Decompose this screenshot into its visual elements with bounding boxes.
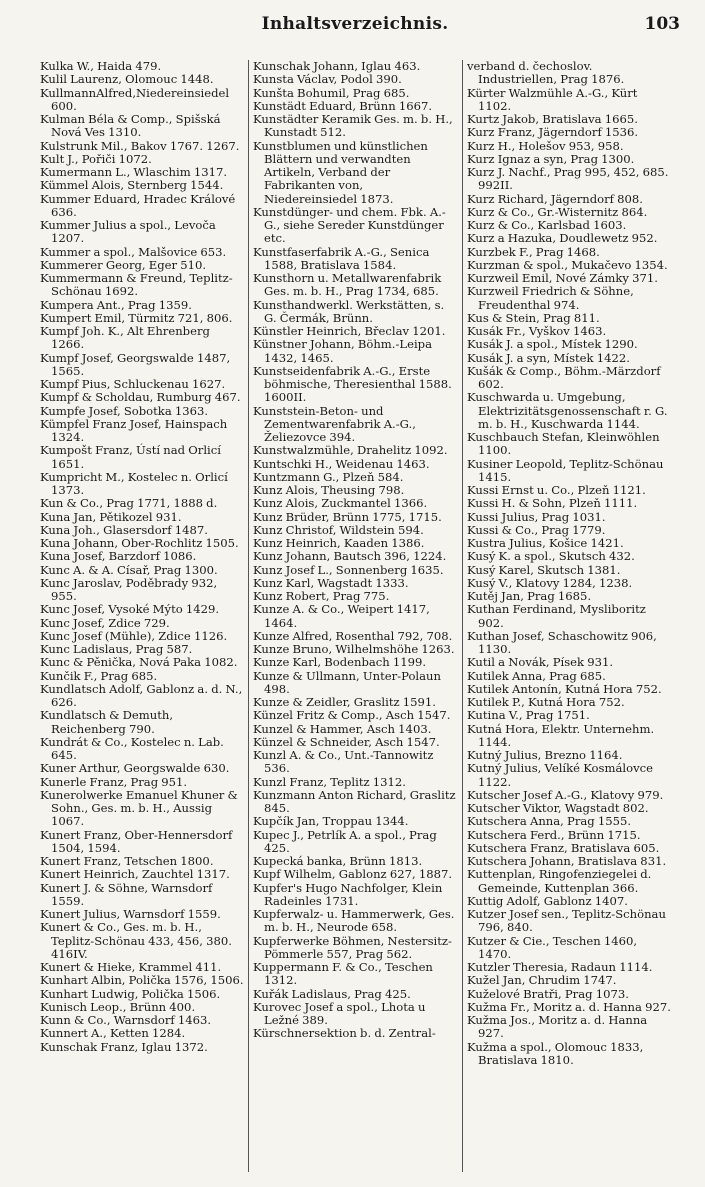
index-entry: Kunsthandwerkl. Werkstätten, s. G. Čermák, Brünn. (253, 297, 445, 325)
index-entry: Kurz Richard, Jägerndorf 808. (467, 191, 643, 206)
index-entry: Kupfer's Hugo Nachfolger, Klein Radeinles 1731. (253, 880, 443, 908)
index-entry: Kupec J., Petrlík A. a spol., Prag 425. (253, 827, 437, 855)
index-entry: Künstler Heinrich, Břeclav 1201. (253, 324, 446, 338)
index-entry: Kutschera Ferd., Brünn 1715. (467, 827, 641, 842)
index-entry: Kus & Stein, Prag 811. (467, 310, 600, 325)
index-entry: Kusiner Leopold, Teplitz-Schönau 1415. (467, 456, 664, 484)
index-entry: Kunze Karl, Bodenbach 1199. (253, 655, 427, 670)
index-entry: Kussi H. & Sohn, Plzeň 1111. (467, 496, 638, 511)
index-entry: Kusý V., Klatovy 1284, 1238. (467, 575, 633, 590)
index-entry: Kurzbek F., Prag 1468. (467, 244, 600, 259)
index-entry: Kunzl Franz, Teplitz 1312. (253, 774, 406, 789)
index-entry: Kumermann L., Wlaschim 1317. (40, 165, 228, 179)
index-entry: Kürter Walzmühle A.-G., Kürt 1102. (467, 85, 638, 113)
index-entry: Kurz H., Holešov 953, 958. (467, 138, 624, 153)
index-entry: Kutscher Josef A.-G., Klatovy 979. (467, 787, 664, 802)
index-entry: Kunisch Leop., Brünn 400. (40, 999, 196, 1014)
index-entry: Kunze & Zeidler, Graslitz 1591. (253, 695, 436, 709)
index-entry: Kutný Julius, Brezno 1164. (467, 748, 623, 762)
index-entry: Kummer Julius a spol., Levoča 1207. (40, 218, 216, 246)
index-entry: Kummer a spol., Malšovice 653. (40, 244, 227, 259)
page-header (30, 14, 680, 44)
index-entry: Kupferwerke Böhmen, Nestersitz-Pömmerle 557, Prag 562. (253, 933, 452, 961)
index-entry: Kutzler Theresia, Radaun 1114. (467, 960, 653, 974)
index-entry: Kumpricht M., Kostelec n. Orlicí 1373. (40, 469, 228, 497)
index-entry: Kusý K. a spol., Skutsch 432. (467, 549, 635, 564)
index-entry: Kutilek Anna, Prag 685. (467, 668, 606, 683)
index-entry: Kustra Julius, Košice 1421. (467, 536, 624, 550)
index-entry: Kunstädt Eduard, Brünn 1667. (253, 98, 433, 113)
index-entry: Kuna Josef, Barzdorf 1086. (40, 549, 197, 564)
index-entry: Kuppermann F. & Co., Teschen 1312. (253, 960, 433, 988)
index-entry: Kunsthorn u. Metallwarenfabrik Ges. m. b. H., Prag 1734, 685. (253, 271, 442, 299)
index-entry: Kužma Jos., Moritz a. d. Hanna 927. (467, 1013, 648, 1041)
index-entry: Kunzel & Hammer, Asch 1403. (253, 721, 432, 736)
index-entry: Kuntzmann G., Plzeň 584. (253, 469, 404, 484)
index-entry: Kumpera Ant., Prag 1359. (40, 297, 192, 312)
index-entry: Kunert Franz, Tetschen 1800. (40, 854, 214, 868)
index-entry: Kurz a Hazuka, Doudlewetz 952. (467, 231, 658, 246)
index-entry: Kutschera Johann, Bratislava 831. (467, 854, 667, 868)
index-entry: Kušák & Comp., Böhm.-Märzdorf 602. (467, 363, 661, 391)
index-entry: Kunz Christof, Wildstein 594. (253, 522, 424, 537)
index-entry: Kumpf & Scholdau, Rumburg 467. (40, 390, 241, 405)
index-entry: Kunnert A., Ketten 1284. (40, 1026, 186, 1041)
index-entry: Kunšta Bohumil, Prag 685. (253, 85, 410, 100)
index-entry: Kunc Josef, Zdice 729. (40, 615, 170, 630)
index-entry: Kunzl A. & Co., Unt.-Tannowitz 536. (253, 748, 434, 776)
index-column-3 (462, 60, 676, 1172)
index-entry: Kunert J. & Söhne, Warnsdorf 1559. (40, 880, 213, 908)
index-entry: Kuřák Ladislaus, Prag 425. (253, 986, 411, 1001)
index-entry: Kunz Johann, Bautsch 396, 1224. (253, 549, 447, 564)
index-entry: Kunschak Franz, Iglau 1372. (40, 1039, 208, 1054)
index-entry: Kunstädter Keramik Ges. m. b. H., Kunstadt 512. (253, 112, 453, 140)
index-entry: Kurzweil Friedrich & Söhne, Freudenthal 974. (467, 284, 634, 312)
index-entry: Kunz Brüder, Brünn 1775, 1715. (253, 509, 442, 524)
index-entry: Kurovec Josef a spol., Lhota u Ležné 389. (253, 999, 426, 1027)
index-entry: Kunze A. & Co., Weipert 1417, 1464. (253, 602, 430, 630)
index-entry: Kupf Wilhelm, Gablonz 627, 1887. (253, 867, 453, 882)
index-entry: Kunstwalzmühle, Drahelitz 1092. (253, 443, 448, 458)
index-entry: Kusák Fr., Vyškov 1463. (467, 324, 607, 338)
index-entry: Kun & Co., Prag 1771, 1888 d. (40, 496, 218, 511)
index-entry: Kutina V., Prag 1751. (467, 708, 590, 723)
index-entry: Kumpf Josef, Georgswalde 1487, 1565. (40, 350, 231, 378)
index-entry: Kutschera Franz, Bratislava 605. (467, 840, 660, 855)
index-entry: Kurz & Co., Gr.-Wisternitz 864. (467, 204, 648, 219)
index-entry: Kunze & Ullmann, Unter-Polaun 498. (253, 668, 441, 696)
index-entry: Kuna Johann, Ober-Rochlitz 1505. (40, 536, 239, 550)
index-entry: Kuthan Josef, Schaschowitz 906, 1130. (467, 628, 657, 656)
index-entry: Kupferwalz- u. Hammerwerk, Ges. m. b. H., Neurode 658. (253, 907, 455, 935)
index-entry: Künstner Johann, Böhm.-Leipa 1432, 1465. (253, 337, 432, 365)
index-entry: Kunc Josef (Mühle), Zdice 1126. (40, 628, 228, 643)
index-entry: Kunert Heinrich, Zauchtel 1317. (40, 867, 230, 882)
index-entry: Kunert & Hieke, Krammel 411. (40, 960, 222, 974)
index-entry: Kutilek Antonín, Kutná Hora 752. (467, 681, 662, 696)
index-entry: Kuttenplan, Ringofenziegelei d. Gemeinde, Kuttenplan 366. (467, 867, 652, 895)
index-entry: Kumpf Pius, Schluckenau 1627. (40, 377, 226, 391)
index-entry: Kutný Julius, Velíké Kosmálovce 1122. (467, 761, 653, 789)
index-entry: Kutschera Anna, Prag 1555. (467, 814, 632, 829)
index-entry: Kundrát & Co., Kostelec n. Lab. 645. (40, 734, 224, 762)
index-entry: Kunze Alfred, Rosenthal 792, 708. (253, 628, 453, 643)
index-entry: Kurzweil Emil, Nové Zámky 371. (467, 271, 658, 285)
index-entry: Kurz J. Nachf., Prag 995, 452, 685. 992II. (467, 165, 669, 193)
index-entry: Kunčik F., Prag 685. (40, 668, 158, 683)
index-entry: Kunststein-Beton- und Zementwarenfabrik A.-G., Želiezovce 394. (253, 403, 416, 444)
index-entry: Kunze Bruno, Wilhelmshöhe 1263. (253, 642, 455, 656)
index-entry: Kunc Josef, Vysoké Mýto 1429. (40, 602, 220, 617)
index-entry: Kutilek P., Kutná Hora 752. (467, 695, 625, 709)
index-entry: verband d. čechoslov. Industriellen, Prag 1876. (467, 60, 625, 87)
index-entry: Kusák J. a syn, Místek 1422. (467, 350, 630, 365)
index-entry: Kuschbauch Stefan, Kleinwöhlen 1100. (467, 430, 660, 458)
index-entry: Kusák J. a spol., Místek 1290. (467, 337, 638, 352)
index-entry: Kurtz Jakob, Bratislava 1665. (467, 112, 638, 126)
index-entry: Kunerolwerke Emanuel Khuner & Sohn., Ges. m. b. H., Aussig 1067. (40, 787, 238, 829)
index-entry: Kümmel Alois, Sternberg 1544. (40, 178, 224, 193)
running-title: Inhaltsverzeichnis. (261, 14, 449, 34)
index-entry: Kunstdünger- und chem. Fbk. A.-G., siehe Sereder Kunstdünger etc. (253, 204, 446, 246)
index-entry: Kužma a spol., Olomouc 1833, Bratislava 1810. (467, 1039, 644, 1067)
index-entry: Kutná Hora, Elektr. Unternehm. 1144. (467, 721, 655, 749)
index-entry: Kutzer Josef sen., Teplitz-Schönau 796, 840. (467, 907, 666, 935)
index-entry: Kunhart Albin, Polička 1576, 1506. (40, 973, 244, 988)
index-entry: Kuthan Ferdinand, Mysliboritz 902. (467, 602, 646, 630)
index-entry: Kunert Franz, Ober-Hennersdorf 1504, 1594. (40, 827, 233, 855)
index-columns (36, 60, 676, 1172)
index-entry: Kuželové Bratři, Prag 1073. (467, 986, 629, 1001)
page-number: 103 (644, 14, 680, 34)
index-entry: Kunz Alois, Theusing 798. (253, 483, 405, 497)
index-column-2 (248, 60, 462, 1172)
index-entry: Kummerer Georg, Eger 510. (40, 257, 207, 272)
index-entry: Kuna Jan, Pětikozel 931. (40, 509, 182, 524)
index-entry: Kussi & Co., Prag 1779. (467, 522, 606, 537)
index-entry: Kumpert Emil, Türmitz 721, 806. (40, 310, 233, 325)
index-entry: Kummer Eduard, Hradec Králové 636. (40, 191, 236, 219)
index-entry: KullmannAlfred,Niedereinsiedel 600. (40, 85, 230, 113)
index-entry: Kunstblumen und künstlichen Blättern und verwandten Artikeln, Verband der Fabrikanten von, Niedereinsiedel 1873. (253, 138, 428, 206)
index-entry: Kunc Ladislaus, Prag 587. (40, 642, 193, 656)
index-entry: Kunz Josef L., Sonnenberg 1635. (253, 562, 444, 577)
index-entry: Kurz Franz, Jägerndorf 1536. (467, 125, 639, 140)
index-entry: Kunz Heinrich, Kaaden 1386. (253, 536, 425, 550)
index-entry: Kurzman & spol., Mukačevo 1354. (467, 257, 668, 272)
index-entry: Kunz Alois, Zuckmantel 1366. (253, 496, 428, 511)
index-entry: Kunstfaserfabrik A.-G., Senica 1588, Bratislava 1584. (253, 244, 430, 272)
index-entry: Kuner Arthur, Georgswalde 630. (40, 761, 230, 776)
index-entry: Kunert & Co., Ges. m. b. H., Teplitz-Schönau 433, 456, 380. 416IV. (40, 920, 232, 961)
index-entry: Kutzer & Cie., Teschen 1460, 1470. (467, 933, 638, 961)
index-entry: Kuntschki H., Weidenau 1463. (253, 456, 430, 471)
index-entry: Kutil a Novák, Písek 931. (467, 655, 614, 670)
index-entry: Kupčík Jan, Troppau 1344. (253, 814, 409, 829)
index-entry: Kumpf Joh. K., Alt Ehrenberg 1266. (40, 324, 210, 352)
index-entry: Kunerle Franz, Prag 951. (40, 774, 188, 789)
index-entry: Kunsta Václav, Podol 390. (253, 72, 402, 87)
index-entry: Kulstrunk Mil., Bakov 1767. 1267. (40, 138, 240, 153)
index-entry: Kužel Jan, Chrudim 1747. (467, 973, 617, 988)
index-entry: Kužma Fr., Moritz a. d. Hanna 927. (467, 999, 671, 1014)
index-entry: Kunn & Co., Warnsdorf 1463. (40, 1013, 212, 1027)
index-entry: Künzel & Schneider, Asch 1547. (253, 734, 440, 749)
index-entry: Kussi Ernst u. Co., Plzeň 1121. (467, 483, 646, 497)
index-entry: Kumpfe Josef, Sobotka 1363. (40, 403, 209, 418)
index-entry: Kunc A. & A. Císař, Prag 1300. (40, 562, 218, 577)
index-entry: Kunert Julius, Warnsdorf 1559. (40, 907, 221, 921)
index-entry: Kulil Laurenz, Olomouc 1448. (40, 72, 214, 87)
index-entry: Kupecká banka, Brünn 1813. (253, 854, 423, 868)
index-entry: Kuna Joh., Glasersdorf 1487. (40, 522, 208, 537)
index-entry: Kutěj Jan, Prag 1685. (467, 589, 592, 603)
index-entry: Kutscher Viktor, Wagstadt 802. (467, 801, 649, 815)
index-entry: Kümpfel Franz Josef, Hainspach 1324. (40, 416, 228, 444)
index-entry: Kurz & Co., Karlsbad 1603. (467, 218, 627, 232)
index-entry: Kummermann & Freund, Teplitz-Schönau 1692. (40, 271, 233, 299)
index-entry: Kunc & Pěnička, Nová Paka 1082. (40, 655, 238, 670)
index-entry: Kunc Jaroslav, Poděbrady 932, 955. (40, 575, 218, 603)
index-entry: Kuttig Adolf, Gablonz 1407. (467, 893, 628, 908)
index-entry: Kuschwarda u. Umgebung, Elektrizitätsgenossenschaft r. G. m. b. H., Kuschwarda 1144. (467, 390, 668, 431)
index-entry: Kundlatsch Adolf, Gablonz a. d. N., 626. (40, 681, 243, 709)
index-entry: Kunz Karl, Wagstadt 1333. (253, 575, 409, 590)
index-entry: Kunstseidenfabrik A.-G., Erste böhmische, Theresienthal 1588. 1600II. (253, 363, 452, 405)
index-entry: Kundlatsch & Demuth, Reichenberg 790. (40, 708, 174, 736)
index-entry: Kumpošt Franz, Ústí nad Orlicí 1651. (40, 443, 221, 471)
index-entry: Kunzmann Anton Richard, Graslitz 845. (253, 787, 456, 815)
index-entry: Kussi Julius, Prag 1031. (467, 509, 606, 524)
index-column-1 (36, 60, 248, 1172)
index-entry: Kurz Ignaz a syn, Prag 1300. (467, 151, 635, 166)
index-entry: Kürschnersektion b. d. Zentral- (253, 1026, 436, 1041)
index-entry: Kulka W., Haida 479. (40, 60, 162, 73)
index-entry: Kusý Karel, Skutsch 1381. (467, 562, 621, 577)
index-entry: Kult J., Pořiči 1072. (40, 151, 152, 166)
index-entry: Künzel Fritz & Comp., Asch 1547. (253, 708, 451, 723)
index-entry: Kulman Béla & Comp., Spišská Nová Ves 1310. (40, 112, 221, 140)
index-entry: Kunschak Johann, Iglau 463. (253, 60, 421, 73)
index-entry: Kunz Robert, Prag 775. (253, 589, 390, 603)
index-entry: Kunhart Ludwig, Polička 1506. (40, 986, 221, 1001)
